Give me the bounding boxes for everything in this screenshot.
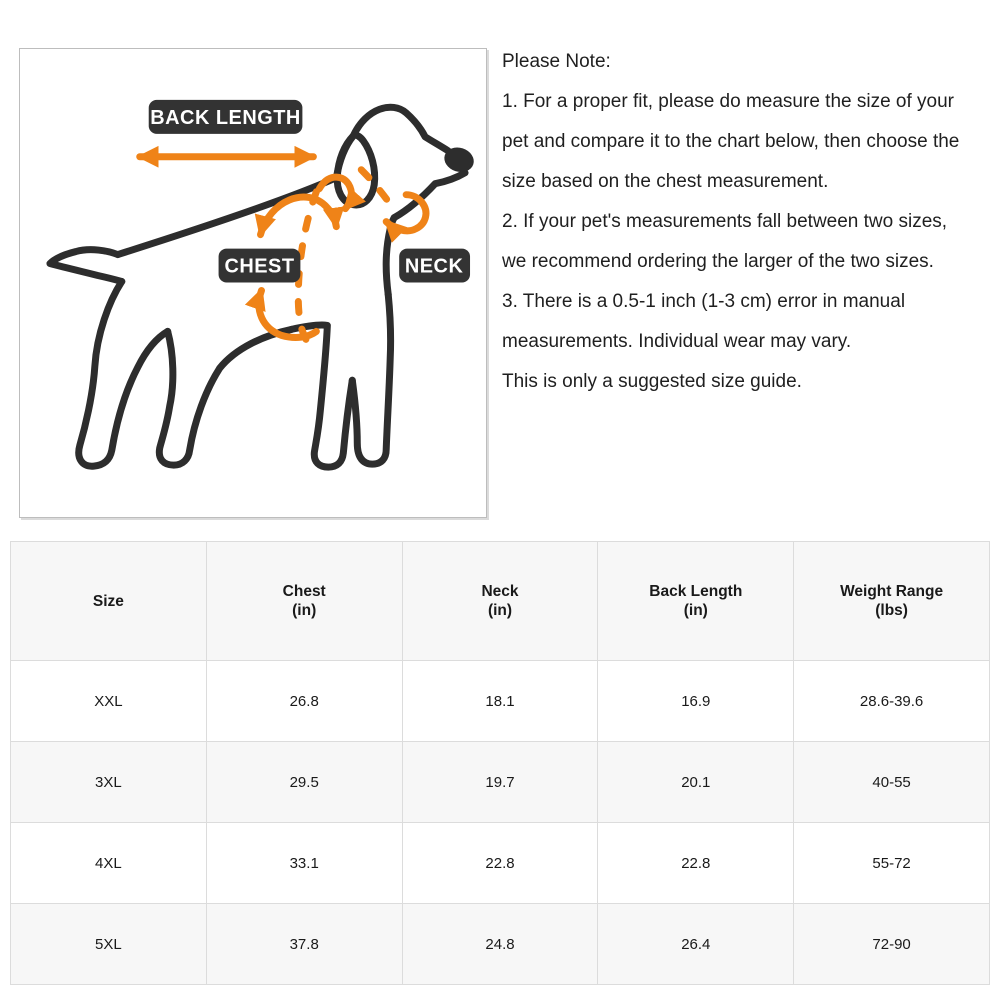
dog-measurement-diagram (20, 49, 486, 517)
table-row (11, 823, 990, 904)
back-length-label: BACK LENGTH (150, 106, 301, 129)
cell-size: XXL (11, 661, 207, 742)
please-note-section (502, 42, 994, 402)
note-line: we recommend ordering the larger of the two sizes. (502, 251, 934, 272)
note-line: measurements. Individual wear may vary. (502, 331, 852, 352)
neck-label: NECK (404, 255, 464, 278)
cell-chest: 26.8 (206, 661, 402, 742)
header-back-length: Back Length (in) (598, 542, 794, 661)
note-line: 3. There is a 0.5-1 inch (1-3 cm) error in manual (502, 291, 906, 312)
size-chart-header (11, 542, 990, 661)
note-line: size based on the chest measurement. (502, 171, 829, 192)
cell-chest: 37.8 (206, 904, 402, 985)
header-chest: Chest (in) (206, 542, 402, 661)
cell-weight: 40-55 (794, 742, 990, 823)
cell-weight: 72-90 (794, 904, 990, 985)
header-weight-range: Weight Range (lbs) (794, 542, 990, 661)
table-row (11, 742, 990, 823)
note-line: pet and compare it to the chart below, then choose the (502, 131, 960, 152)
chest-label: CHEST (224, 255, 295, 278)
cell-neck: 18.1 (402, 661, 598, 742)
dog-outline-drawing (50, 107, 477, 467)
cell-back-length: 20.1 (598, 742, 794, 823)
note-line: 2. If your pet's measurements fall between two sizes, (502, 211, 948, 232)
cell-neck: 24.8 (402, 904, 598, 985)
cell-weight: 28.6-39.6 (794, 661, 990, 742)
size-chart-table (10, 541, 990, 985)
header-neck: Neck (in) (402, 542, 598, 661)
cell-back-length: 16.9 (598, 661, 794, 742)
cell-size: 3XL (11, 742, 207, 823)
measurement-diagram-panel (19, 48, 487, 518)
cell-size: 5XL (11, 904, 207, 985)
cell-back-length: 26.4 (598, 904, 794, 985)
cell-size: 4XL (11, 823, 207, 904)
header-size: Size (11, 542, 207, 661)
table-row (11, 904, 990, 985)
note-line: This is only a suggested size guide. (502, 371, 802, 392)
cell-chest: 33.1 (206, 823, 402, 904)
cell-back-length: 22.8 (598, 823, 794, 904)
cell-weight: 55-72 (794, 823, 990, 904)
note-line: 1. For a proper fit, please do measure the size of your (502, 91, 955, 112)
table-row (11, 661, 990, 742)
cell-chest: 29.5 (206, 742, 402, 823)
cell-neck: 22.8 (402, 823, 598, 904)
notes-title: Please Note: (502, 51, 611, 72)
cell-neck: 19.7 (402, 742, 598, 823)
